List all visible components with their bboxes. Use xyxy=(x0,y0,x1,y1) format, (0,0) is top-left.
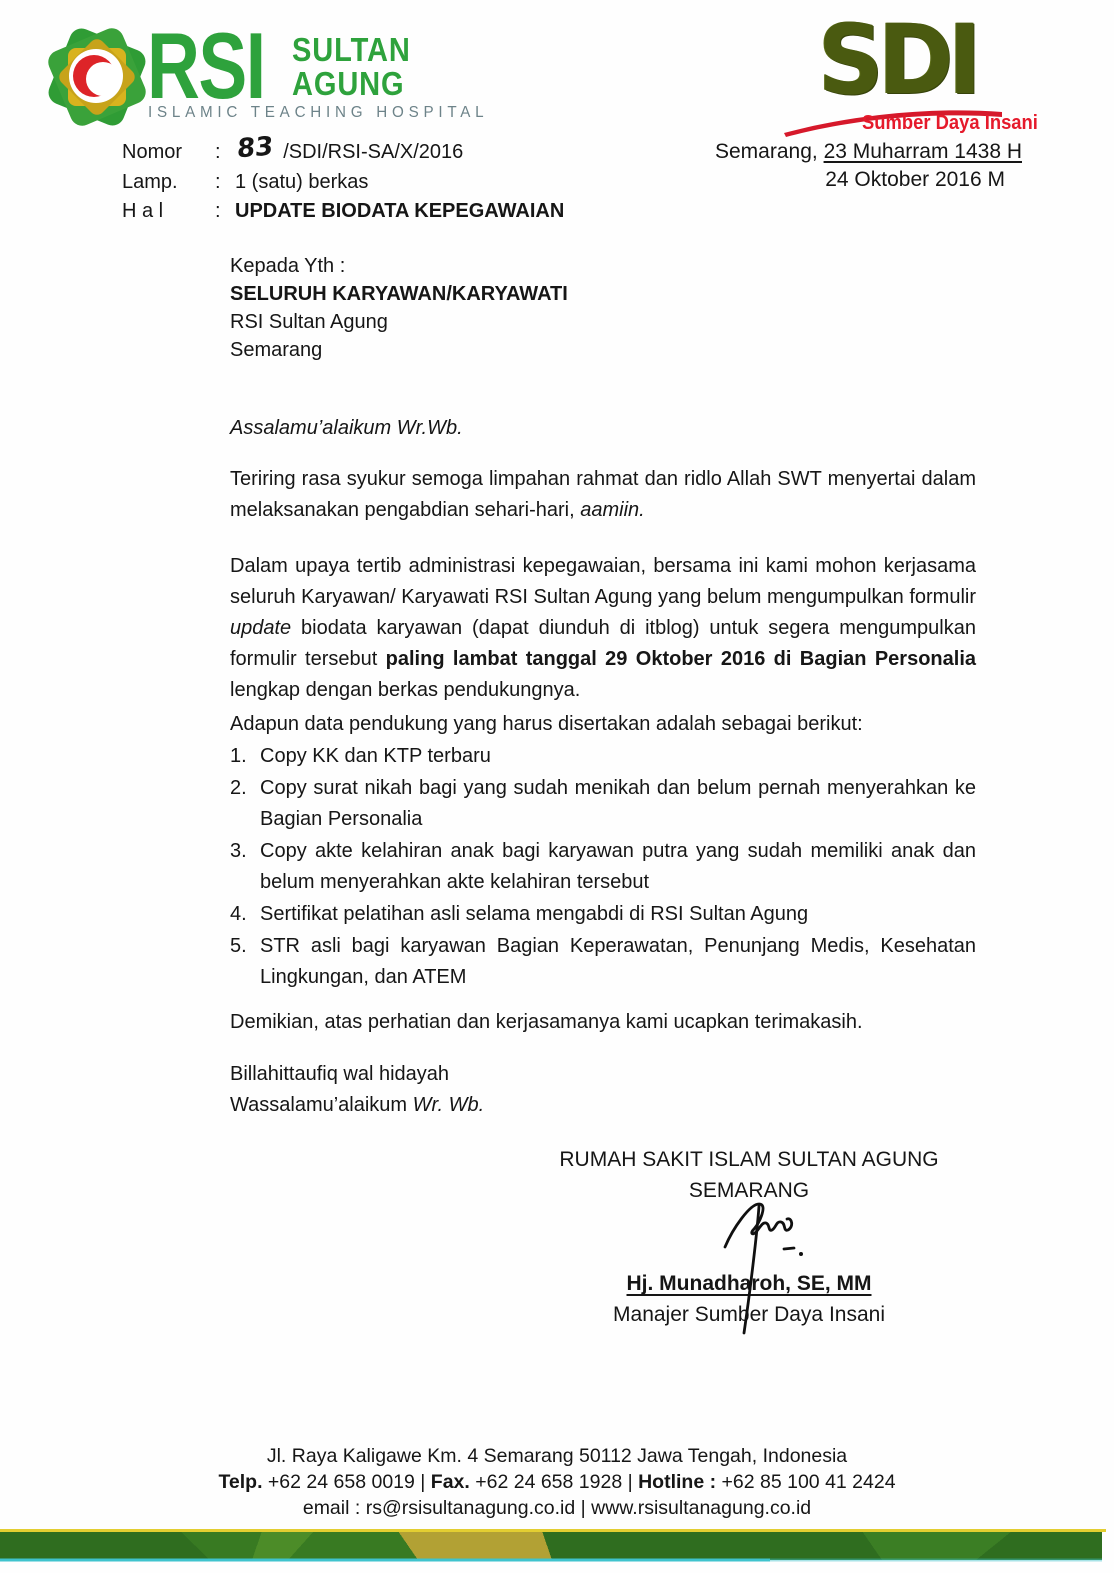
list-item xyxy=(230,836,976,898)
list-item xyxy=(230,899,976,930)
closing-line1: Billahittaufiq wal hidayah xyxy=(230,1063,450,1085)
meta-colon: : xyxy=(215,170,221,193)
paragraph-2-text3: lengkap dengan berkas pendukungnya. xyxy=(230,679,581,701)
lamp-label: Lamp. xyxy=(122,170,178,193)
recipient-city: Semarang xyxy=(230,339,323,361)
footer-decorative-bar xyxy=(0,1529,1114,1562)
signatory-name: Hj. Munadharoh, SE, MM xyxy=(626,1272,872,1295)
date-hijri: 23 Muharram 1438 H xyxy=(823,140,1022,163)
closing-line2-italic: Wr. Wb. xyxy=(412,1094,485,1116)
closing-thanks: Demikian, atas perhatian dan kerjasamanya kami ucapkan terimakasih. xyxy=(230,1011,863,1033)
list-item-text: Sertifikat pelatihan asli selama mengabdi di RSI Sultan Agung xyxy=(260,903,809,925)
signature-org-line2: SEMARANG xyxy=(688,1179,810,1202)
org-acronym: RSI xyxy=(147,13,265,118)
closing-line2 xyxy=(230,1090,976,1121)
date-gregorian: 24 Oktober 2016 M xyxy=(825,168,1005,191)
website-value: www.rsisultanagung.co.id xyxy=(591,1497,812,1519)
date-line-hijri xyxy=(715,138,1022,166)
requirements-list xyxy=(230,741,976,994)
letter-meta xyxy=(122,131,565,227)
rsi-flower-logo xyxy=(44,22,150,132)
recipient-org: RSI Sultan Agung xyxy=(230,311,388,333)
hotline-label: Hotline : xyxy=(638,1471,717,1493)
hotline-value: +62 85 100 41 2424 xyxy=(716,1471,896,1493)
list-item-text: STR asli bagi karyawan Bagian Keperawatan, Penunjang Medis, Kesehatan Lingkungan, dan ATEM xyxy=(260,935,976,988)
footer-web xyxy=(0,1495,1114,1521)
hal-value: UPDATE BIODATA KEPEGAWAIAN xyxy=(235,200,565,222)
list-intro: Adapun data pendukung yang harus disertakan adalah sebagai berikut: xyxy=(230,713,863,735)
paragraph-2-bold-deadline: paling lambat tanggal 29 Oktober 2016 di Bagian Personalia xyxy=(385,648,976,670)
signature-org-line1: RUMAH SAKIT ISLAM SULTAN AGUNG xyxy=(559,1148,939,1171)
sdi-subtitle: Sumber Daya Insani xyxy=(862,112,1038,134)
recipient-block xyxy=(230,252,568,364)
org-name-line1: SULTAN xyxy=(292,31,411,68)
list-item xyxy=(230,773,976,835)
footer-address: Jl. Raya Kaligawe Km. 4 Semarang 50112 Jawa Tengah, Indonesia xyxy=(266,1445,848,1467)
paragraph-1-italic: aamiin. xyxy=(580,499,645,521)
footer-contact xyxy=(0,1443,1114,1521)
org-subtitle: ISLAMIC TEACHING HOSPITAL xyxy=(148,104,489,121)
nomor-value xyxy=(235,131,564,168)
list-item-text: Copy KK dan KTP terbaru xyxy=(260,745,491,767)
paragraph-2 xyxy=(230,551,976,706)
paragraph-2-text2: biodata karyawan (dapat diunduh di itblog) untuk segera mengumpulkan formulir tersebut xyxy=(230,617,976,670)
paragraph-1 xyxy=(230,464,976,526)
list-item-number: 5. xyxy=(230,935,247,957)
separator: | xyxy=(420,1471,426,1493)
list-item-number: 2. xyxy=(230,777,247,799)
telp-label: Telp. xyxy=(218,1471,263,1493)
nomor-label: Nomor xyxy=(122,141,183,163)
fax-value: +62 24 658 1928 xyxy=(469,1471,628,1493)
letter-date xyxy=(715,138,1022,194)
fax-label: Fax. xyxy=(430,1471,470,1493)
email-value: rs@rsisultanagung.co.id xyxy=(365,1497,576,1519)
footer-phones xyxy=(0,1469,1114,1495)
recipient-salutation: Kepada Yth : xyxy=(230,255,346,277)
closing-block xyxy=(230,1059,976,1121)
separator: | xyxy=(580,1497,586,1519)
recipient-name: SELURUH KARYAWAN/KARYAWATI xyxy=(230,283,568,305)
list-item-text: Copy surat nikah bagi yang sudah menikah dan belum pernah menyerahkan ke Bagian Personalia xyxy=(260,777,976,830)
meta-colon: : xyxy=(215,200,221,222)
nomor-code: /SDI/RSI-SA/X/2016 xyxy=(283,141,464,163)
greeting: Assalamu’alaikum Wr.Wb. xyxy=(230,417,463,439)
paragraph-1-text: Teriring rasa syukur semoga limpahan rahmat dan ridlo Allah SWT menyertai dalam melaksanakan pengabdian sehari-hari, xyxy=(230,468,976,521)
signatory-title: Manajer Sumber Daya Insani xyxy=(613,1303,885,1326)
closing-line2-text: Wassalamu’alaikum xyxy=(230,1094,413,1116)
date-city: Semarang, xyxy=(715,140,824,163)
list-item-text: Copy akte kelahiran anak bagi karyawan putra yang sudah memiliki anak dan belum menyerahkan akte kelahiran tersebut xyxy=(260,840,976,893)
handwritten-signature xyxy=(688,1192,848,1352)
hal-label: H a l xyxy=(122,200,164,222)
email-label: email : xyxy=(302,1497,366,1519)
telp-value: +62 24 658 0019 xyxy=(262,1471,421,1493)
org-name xyxy=(292,33,411,101)
paragraph-2-text: Dalam upaya tertib administrasi kepegawaian, bersama ini kami mohon kerjasama seluruh Karyawan/ Karyawati RSI Sultan Agung yang belum mengumpulkan formulir xyxy=(230,555,976,608)
paragraph-2-italic: update xyxy=(230,617,292,639)
lamp-value: 1 (satu) berkas xyxy=(235,170,369,193)
org-name-line2: AGUNG xyxy=(292,65,405,102)
handwritten-number: 83 xyxy=(235,131,275,165)
meta-colon: : xyxy=(215,141,221,163)
list-item-number: 1. xyxy=(230,745,247,767)
list-item xyxy=(230,741,976,772)
list-item-number: 3. xyxy=(230,840,247,862)
separator: | xyxy=(627,1471,633,1493)
list-item xyxy=(230,931,976,993)
sdi-logo-text: SDI xyxy=(818,4,977,116)
list-item-number: 4. xyxy=(230,903,247,925)
